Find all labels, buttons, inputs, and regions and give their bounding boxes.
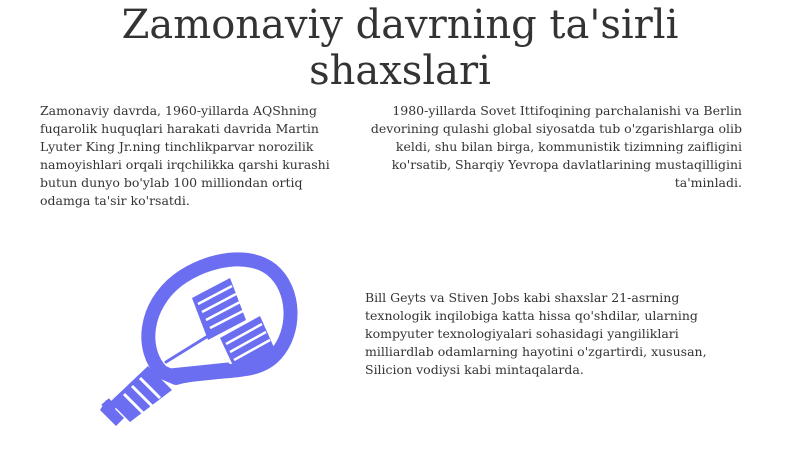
lightbulb-book-icon	[100, 250, 310, 430]
paragraph-civil-rights: Zamonaviy davrda, 1960-yillarda AQShning fuqarolik huquqlari harakati davrida Martin Lyuter King Jr.ning tinchlikparvar norozilik namoyishlari orqali irqchilikka qarshi kurashi butun dunyo bo'ylab 100 milliondan ortiq odamga ta'sir ko'rsatdi.	[40, 103, 330, 208]
paragraph-soviet-collapse: 1980-yillarda Sovet Ittifoqining parchalanishi va Berlin devorining qulashi global siyosatda tub o'zgarishlarga olib keldi, shu bilan birga, kommunistik tizimning zaifligini ko'rsatib, Sharqiy Yevropa davlatlarining mustaqilligini ta'minladi.	[370, 103, 742, 190]
page-title: Zamonaviy davrning ta'sirli shaxslari	[121, 2, 679, 94]
paragraph-tech-revolution: Bill Geyts va Stiven Jobs kabi shaxslar 21-asrning texnologik inqilobiga katta hissa qo'shdilar, ularning kompyuter texnologiyalari sohasidagi yangiliklari milliardlab odamlarning hayotini o'zgartirdi, xususan, Silicion vodiysi kabi mintaqalarda.	[365, 290, 707, 377]
